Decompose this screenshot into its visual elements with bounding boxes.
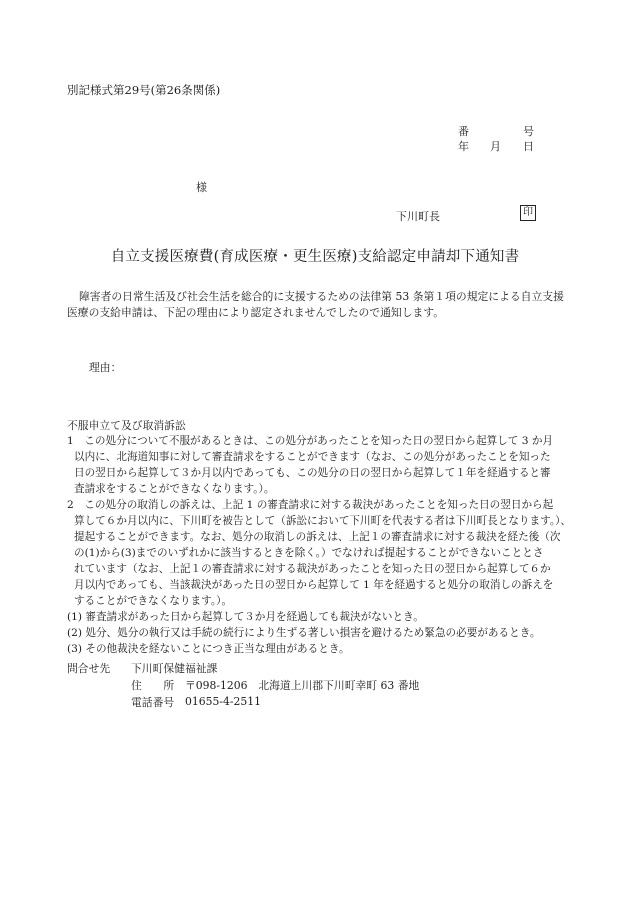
appeal-line: 算して６か月以内に、下川町を被告として（訴訟において下川町を代表する者は下川町長となります。）、 — [74, 515, 572, 527]
addressee-suffix: 様 — [196, 181, 207, 194]
address-value: 〒098-1206 北海道上川郡下川町幸町 63 番地 — [185, 679, 420, 692]
appeal-line: (2) 処分、処分の執行又は手続の続行により生ずる著しい損害を避けるため緊急の必要があるとき。 — [67, 627, 541, 639]
appeal-line: (3) その他裁決を経ないことにつき正当な理由があるとき。 — [67, 643, 350, 655]
contact-department: 下川町保健福祉課 — [131, 662, 218, 675]
body-paragraph: 障害者の日常生活及び社会生活を総合的に支援するための法律第 53 条第１項の規定による自立支援医療の支給申請は、下記の理由により認定されませんでしたので通知します。 — [67, 290, 564, 319]
issuer-name: 下川町長 — [396, 210, 440, 223]
appeal-line: 以内に、北海道知事に対して審査請求をすることができます（なお、この処分があったことを知った — [74, 451, 551, 463]
date-day-label: 日 — [523, 140, 534, 153]
form-number: 別記様式第29号(第26条関係) — [67, 83, 221, 97]
appeal-line: の(1)から(3)までのいずれかに該当するときを除く。）でなければ提起することができないこととさ — [74, 547, 544, 559]
address-label: 住 所 — [131, 679, 175, 692]
appeal-line: 日の翌日から起算して３か月以内であっても、この処分の日の翌日から起算して１年を経過すると審 — [74, 467, 551, 479]
appeal-section-title: 不服申立て及び取消訴訟 — [67, 419, 186, 432]
appeal-line: れています（なお、上記１の審査請求に対する裁決があったことを知った日の翌日から起算して６か — [74, 563, 551, 575]
appeal-line: 提起することができます。なお、処分の取消しの訴えは、上記１の審査請求に対する裁決を経た後（次 — [74, 531, 561, 543]
appeal-line: 月以内であっても、当該裁決があった日の翌日から起算して 1 年を経過すると処分の取消しの訴えを — [74, 579, 554, 591]
contact-label: 問合せ先 — [67, 662, 111, 675]
appeal-line: 1 この処分について不服があるときは、この処分があったことを知った日の翌日から起算して 3 か月 — [67, 435, 554, 447]
appeal-list — [67, 433, 572, 657]
seal-mark: 印 — [520, 205, 536, 221]
tel-label: 電話番号 — [131, 696, 175, 709]
date-year-label: 年 — [458, 140, 469, 153]
tel-value: 01655-4-2511 — [185, 695, 261, 708]
date-month-label: 月 — [490, 140, 501, 153]
body-text — [67, 289, 567, 321]
number-label: 番 — [458, 125, 469, 138]
appeal-line: (1) 審査請求があった日から起算して３か月を経過しても裁決がないとき。 — [67, 611, 424, 623]
number-suffix: 号 — [523, 125, 534, 138]
appeal-line: することができなくなります。）。 — [74, 595, 233, 607]
appeal-line: 査請求をすることができなくなります。）。 — [74, 483, 275, 495]
document-title: 自立支援医療費(育成医療・更生医療)支給認定申請却下通知書 — [110, 249, 520, 265]
reason-label: 理由： — [89, 361, 122, 374]
appeal-line: 2 この処分の取消しの訴えは、上記 1 の審査請求に対する裁決があったことを知った日の翌日から起 — [67, 499, 554, 511]
